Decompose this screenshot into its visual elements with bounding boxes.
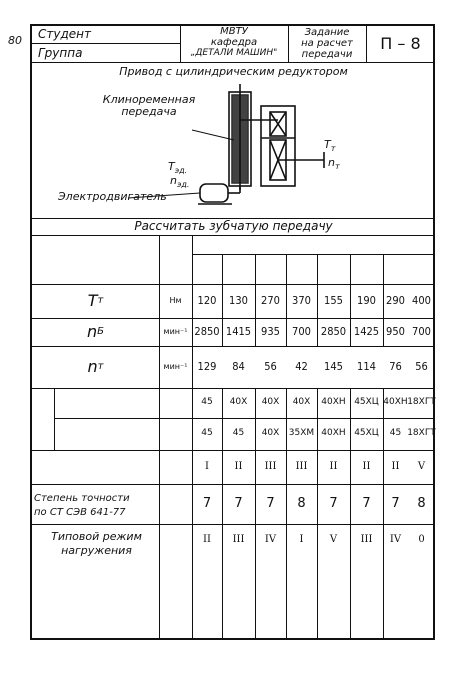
variants-header [192,235,435,254]
table-cell: V [329,533,338,545]
table-cell: III [264,460,277,472]
resource-unit [159,346,192,388]
table-cell: 76 [389,360,402,374]
table-cell: IV [264,533,277,545]
table-cell: 7 [202,496,212,512]
table-cell: 40ХН [383,397,408,408]
table-cell: 35ХМ [288,428,315,439]
table-cell: III [360,533,373,545]
table-cell: II [362,460,371,472]
variant-number [317,254,350,284]
task-line-2: на расчет [301,38,353,49]
table-cell: 7 [329,496,338,512]
table-cell: 129 [197,360,217,374]
table-cell: IV [389,533,402,545]
task-block [288,27,366,63]
table-cell: 145 [324,360,343,374]
param-symbol [32,318,159,346]
table-cell: 45ХЦ [354,428,379,439]
drive-title: Привод с цилиндрическим редуктором [119,64,348,78]
table-cell: II [329,460,338,472]
table-rule [54,388,55,450]
table-cell: V [417,460,426,472]
param-header [32,235,159,284]
resource-label [34,346,159,388]
table-cell: 155 [324,294,343,308]
table-cell: 45ХЦ [354,397,379,408]
material-label [32,388,54,450]
task-line-3: передачи [301,49,353,60]
department: кафедра [210,37,258,48]
accuracy-label [34,492,159,520]
motor-torque: $T_{эд.}$ [168,160,188,176]
table-cell: 45 [201,428,213,439]
reducer-housing [261,106,295,186]
table-cell: 0 [418,533,425,545]
pinion-label [60,388,159,418]
table-cell: II [391,460,400,472]
motor-speed: $n_{эд.}$ [170,174,190,190]
table-cell: III [232,533,245,545]
param-letter: n [86,321,98,341]
table-cell: 8 [297,496,306,512]
table-cell: 700 [292,325,311,339]
calc-title: Рассчитать зубчатую передачу [134,218,333,233]
table-cell: II [234,460,243,472]
variant-number [222,254,255,284]
table-cell: 7 [234,496,243,512]
table-cell: 84 [232,360,245,374]
param-letter: T [87,290,98,310]
resource-value [192,346,435,388]
table-cell: 130 [229,294,248,308]
table-cell: 40Х [261,397,280,408]
table-cell: 45 [232,428,245,439]
table-cell: 40ХН [321,397,346,408]
table-cell: I [205,460,209,472]
load-line: нагружения [61,544,132,557]
task-code: П – 8 [380,33,421,53]
department-name: „ДЕТАЛИ МАШИН" [190,48,278,58]
param-subscript: т [97,294,104,306]
steel-label [159,388,192,450]
group-label: Группа [38,45,83,60]
electric-motor [200,184,228,202]
table-cell: 270 [261,294,280,308]
variant-number [255,254,286,284]
table-cell: 935 [261,325,280,339]
table-cell: 400 [412,294,431,308]
table-cell: 56 [264,360,277,374]
table-cell: 700 [412,325,431,339]
table-cell: 120 [197,294,217,308]
output-speed: $n_т$ [328,156,340,172]
page-number: 80 [8,34,22,47]
department-block [180,26,288,62]
output-torque: $T_т$ [324,138,336,154]
heat-label [32,450,159,484]
table-cell: 7 [362,496,371,512]
table-cell: 1415 [225,325,252,339]
variant-number [192,254,222,284]
table-cell: 40Х [261,428,280,439]
dim-header [159,235,192,284]
table-cell: 7 [391,496,400,512]
param-unit: мин⁻¹ [163,361,188,371]
table-cell: I [299,533,304,545]
table-cell: 7 [266,496,275,512]
variant-number [350,254,383,284]
param-letter: n [87,356,98,376]
accuracy-line: по СТ СЭВ 641-77 [34,507,126,518]
institute: МВТУ [220,26,248,37]
param-unit: Нм [169,295,182,305]
load-label [34,530,159,558]
table-cell: 45 [389,428,402,439]
load-line: Типовой режим [51,530,142,543]
table-cell: 40Х [229,397,248,408]
table-cell: 45 [201,397,213,408]
task-sheet [30,24,435,640]
table-cell: 2850 [194,325,220,339]
param-subscript: т [97,360,104,372]
table-cell: 8 [417,496,426,512]
task-line-1: Задание [304,27,350,38]
param-symbol [32,284,159,318]
table-cell: 290 [386,294,405,308]
table-cell: 370 [292,294,311,308]
table-cell: 190 [357,294,376,308]
variant-number [383,254,408,284]
table-cell: 18ХГТ [407,397,436,408]
table-cell: 114 [357,360,376,374]
table-cell: 1425 [353,325,380,339]
variant-number [408,254,435,284]
belt-label: Клиноременная передача [102,93,196,118]
variant-number [286,254,317,284]
table-cell: II [203,533,211,545]
param-unit: мин⁻¹ [163,326,188,336]
accuracy-line: Степень точности [34,493,130,504]
table-cell: 950 [386,325,405,339]
student-label: Студент [38,27,91,42]
table-cell: 42 [295,360,308,374]
wheel-label [60,418,159,450]
motor-label: Электродвигатель [58,190,167,203]
table-cell: 18ХГТ [407,428,436,439]
table-cell: 40ХН [321,428,346,439]
table-cell: 2850 [320,325,347,339]
table-cell: 40Х [292,397,311,408]
table-cell: III [295,460,308,472]
table-cell: 56 [415,360,428,374]
param-subscript: Б [97,325,104,337]
